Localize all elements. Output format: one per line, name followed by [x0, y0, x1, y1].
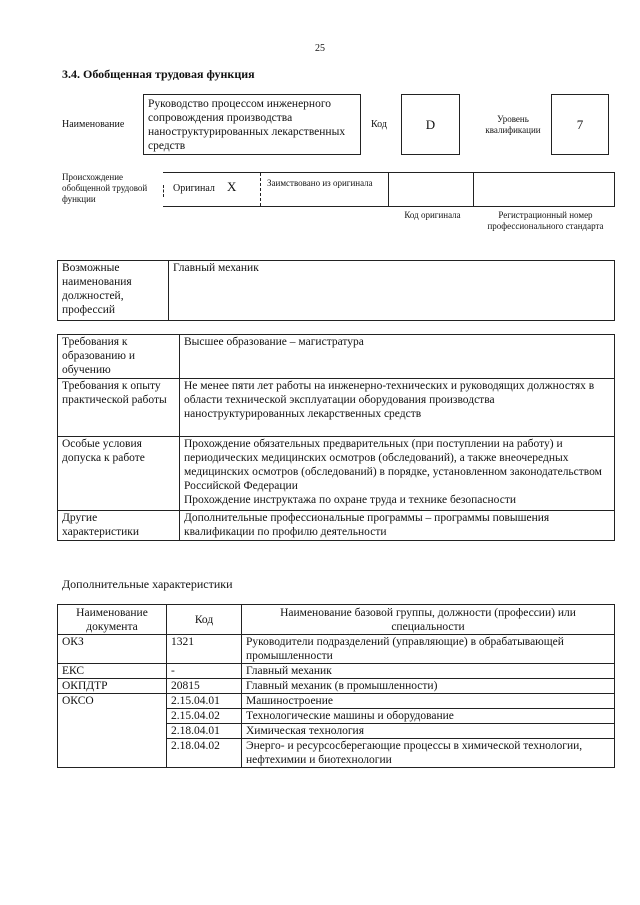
origin-divider [260, 173, 262, 206]
code-original-caption: Код оригинала [404, 210, 461, 220]
function-name-value: Руководство процессом инженерного сопровождения производства наноструктурированных лекарственных средств [148, 98, 346, 152]
origin-borrowed: Заимствовано из оригинала [267, 178, 373, 188]
extra-code: - [167, 664, 242, 679]
extra-header-doc: Наименование документа [58, 605, 167, 635]
extra-name: Химическая технология [242, 724, 615, 739]
origin-left-edge [163, 185, 165, 197]
extra-name: Главный механик (в промышленности) [242, 679, 615, 694]
level-box [551, 94, 609, 155]
extra-code: 20815 [167, 679, 242, 694]
origin-label: Происхождение обобщенной трудовой функции [62, 172, 148, 204]
extra-doc: ОКСО [58, 694, 167, 768]
extra-code: 2.15.04.01 [167, 694, 242, 709]
positions-label: Возможные наименования должностей, профессий [58, 261, 169, 321]
req-value-part-2: Прохождение инструктажа по охране труда и технике безопасности [184, 494, 516, 506]
req-value [180, 437, 615, 511]
extra-table [57, 604, 615, 768]
extra-doc: ОКПДТР [58, 679, 167, 694]
function-name-box [143, 94, 361, 155]
positions-value: Главный механик [169, 261, 615, 321]
req-value-part: Прохождение обязательных предварительных (при поступлении на работу) и периодических медицинских осмотров (обследований), а также внеочередных медицинских осмотров (обследований) в порядке, установленном законодательством Российской Федерации [184, 438, 602, 492]
origin-divider-3 [473, 173, 474, 206]
code-label: Код [371, 119, 387, 130]
section-title: 3.4. Обобщенная трудовая функция [62, 67, 255, 81]
reg-number-caption: Регистрационный номер профессионального стандарта [487, 210, 604, 231]
extra-name: Главный механик [242, 664, 615, 679]
code-box [401, 94, 460, 155]
page-number: 25 [315, 43, 325, 54]
extra-header-code: Код [167, 605, 242, 635]
extra-header-name: Наименование базовой группы, должности (профессии) или специальности [242, 605, 615, 635]
extra-code: 2.18.04.01 [167, 724, 242, 739]
extra-code: 1321 [167, 635, 242, 664]
origin-mark: X [227, 179, 237, 194]
level-value: 7 [576, 117, 584, 132]
extra-name: Машиностроение [242, 694, 615, 709]
name-label: Наименование [62, 119, 125, 130]
req-value: Высшее образование – магистратура [180, 335, 615, 379]
req-label: Требования к опыту практической работы [58, 379, 180, 437]
extra-code: 2.18.04.02 [167, 739, 242, 768]
extra-name: Энерго- и ресурсосберегающие процессы в химической технологии, нефтехимии и биотехнологии [242, 739, 615, 768]
requirements-table [57, 334, 615, 541]
origin-divider-2 [388, 173, 389, 206]
req-value: Не менее пяти лет работы на инженерно-технических и руководящих должностях в области технической эксплуатации оборудования производства наноструктурированных лекарственных средств [180, 379, 615, 437]
origin-original: Оригинал [173, 183, 215, 194]
req-value: Дополнительные профессиональные программы – программы повышения квалификации по профилю деятельности [180, 511, 615, 541]
req-label: Другие характеристики [58, 511, 180, 541]
extra-code: 2.15.04.02 [167, 709, 242, 724]
positions-table [57, 260, 615, 321]
req-label: Требования к образованию и обучению [58, 335, 180, 379]
extra-title: Дополнительные характеристики [62, 577, 233, 591]
extra-doc: ЕКС [58, 664, 167, 679]
req-label: Особые условия допуска к работе [58, 437, 180, 511]
extra-doc: ОКЗ [58, 635, 167, 664]
origin-box [163, 172, 615, 207]
extra-name: Руководители подразделений (управляющие) в обрабатывающей промышленности [242, 635, 615, 664]
level-label: Уровень квалификации [485, 114, 541, 135]
extra-name: Технологические машины и оборудование [242, 709, 615, 724]
code-value: D [425, 117, 436, 132]
